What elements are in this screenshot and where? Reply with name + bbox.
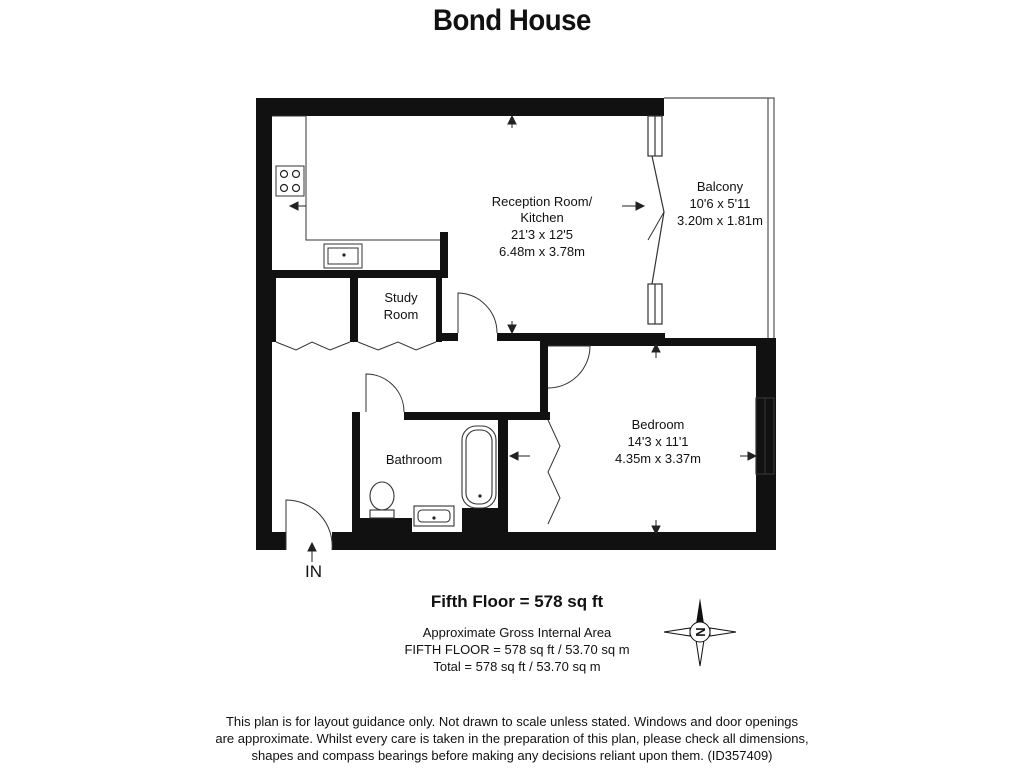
wall-cupboard-left [272, 278, 276, 342]
wall-cupboard-divider [350, 278, 358, 342]
disclaimer [0, 713, 1024, 764]
walls [256, 98, 776, 550]
basin [414, 506, 454, 526]
study-name-2: Room [383, 307, 419, 322]
wall-kitchen-return [440, 232, 448, 278]
bathroom-name: Bathroom [385, 452, 443, 467]
bedroom-imperial: 14'3 x 11'1 [627, 434, 689, 449]
wall-bath-divider [498, 420, 508, 532]
balcony-name: Balcony [696, 179, 744, 194]
compass-rose-icon [662, 596, 738, 668]
hob [276, 166, 304, 196]
bedroom-name: Bedroom [631, 417, 685, 432]
gia-total-line: Total = 578 sq ft / 53.70 sq m [433, 659, 601, 674]
bedroom-metric: 4.35m x 3.37m [615, 451, 701, 466]
wall-top [256, 98, 664, 116]
toilet [370, 482, 394, 510]
door-entrance [286, 500, 332, 550]
balcony-imperial: 10'6 x 5'11 [689, 196, 751, 211]
wall-bottom [332, 532, 776, 550]
balcony-door [652, 156, 664, 284]
reception-imperial: 21'3 x 12'5 [510, 227, 574, 242]
kitchen-counter [272, 116, 440, 268]
reception-metric: 6.48m x 3.78m [499, 244, 585, 259]
disclaimer-line-1: This plan is for layout guidance only. Not drawn to scale unless stated. Windows and door openings [225, 714, 799, 729]
balcony-metric: 3.20m x 1.81m [677, 213, 763, 228]
wall-study-right [436, 278, 442, 342]
wall-bottom-left [256, 532, 286, 550]
wall-corner [646, 98, 664, 116]
cupboard-doors [276, 342, 436, 350]
door-bedroom [548, 346, 590, 388]
bath-end-block [462, 508, 498, 532]
wall-bedroom-left [540, 346, 548, 420]
gross-internal-area [0, 624, 1024, 675]
wall-bathroom-left [352, 412, 360, 532]
gia-heading: Approximate Gross Internal Area [422, 625, 612, 640]
disclaimer-line-2: are approximate. Whilst every care is taken in the preparation of this plan, please check all dimensions, [215, 731, 809, 746]
wall-left [256, 98, 272, 550]
wardrobe-doors [548, 420, 560, 524]
wall-bathroom-top [404, 412, 550, 420]
door-study [458, 293, 497, 333]
disclaimer-line-3: shapes and compass bearings before making any decisions reliant upon them. (ID357409) [251, 748, 773, 763]
wall-reception-bottom [497, 333, 665, 341]
gia-floor-line: FIFTH FLOOR = 578 sq ft / 53.70 sq m [404, 642, 630, 657]
floor-area-heading: Fifth Floor = 578 sq ft [430, 592, 604, 611]
study-name-1: Study [384, 290, 418, 305]
wall-kitchen-base [272, 270, 448, 278]
compass-letter: N [693, 627, 708, 637]
reception-name-2: Kitchen [520, 210, 564, 225]
plan-title: Bond House [433, 4, 591, 37]
reception-name-1: Reception Room/ [491, 194, 593, 209]
door-bathroom [366, 374, 404, 412]
wall-bath-base [352, 518, 412, 532]
wall-right-bedroom [756, 338, 776, 550]
entrance-label: IN [305, 562, 322, 581]
